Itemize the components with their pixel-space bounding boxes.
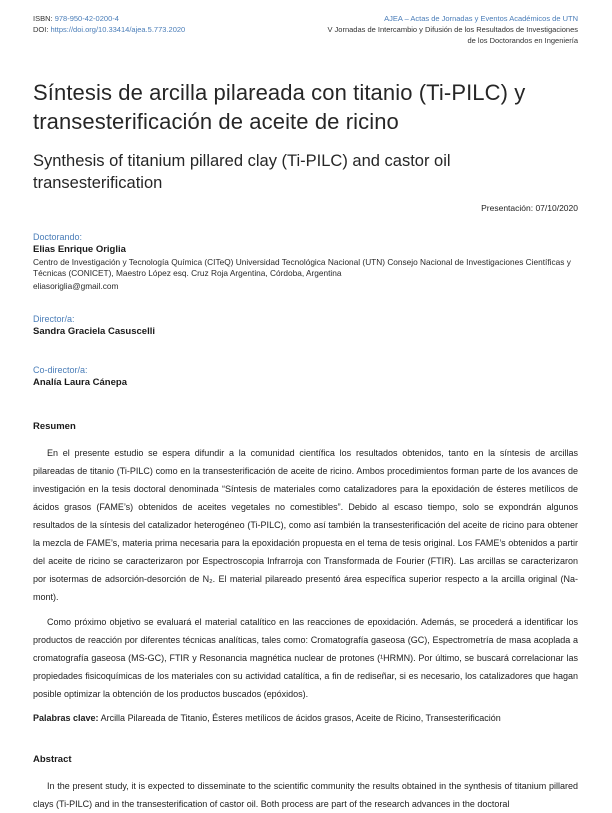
director-label: Director/a: xyxy=(33,313,75,324)
doctorando-label: Doctorando: xyxy=(33,231,83,242)
isbn-label: ISBN: xyxy=(33,14,53,23)
header-proceedings xyxy=(327,14,578,47)
codirector-section xyxy=(33,365,578,388)
page-header xyxy=(33,14,578,47)
isbn-value[interactable]: 978-950-42-0200-4 xyxy=(54,14,119,23)
keywords-label: Palabras clave: xyxy=(33,712,99,723)
abstract-paragraph-1: In the present study, it is expected to disseminate to the scientific community the results obtained in the synthesis of titanium pillared clays (Ti-PILC) and in the transesterification of castor oil. Both process are part of the research advances in the doctoral xyxy=(33,780,578,809)
paper-title-spanish: Síntesis de arcilla pilareada con titanio (Ti-PILC) y transesterificación de aceite de ricino xyxy=(33,79,526,134)
doi-label: DOI: xyxy=(33,24,49,34)
doctorando-affiliation: Centro de Investigación y Tecnología Química (CITeQ) Universidad Tecnológica Nacional (UTN) Consejo Nacional de Investigaciones Científicas y Técnicas (CONICET), Maestro López esq. Cruz Roja Argentina, Córdoba, Argentina xyxy=(33,256,571,279)
ajea-series-link[interactable]: AJEA – Actas de Jornadas y Eventos Académicos de UTN xyxy=(384,14,578,23)
director-section xyxy=(33,314,578,337)
keywords-line xyxy=(33,710,578,726)
resumen-paragraph-2: Como próximo objetivo se evaluará el material catalítico en las reacciones de epoxidación. Además, se procederá a identificar los productos de reacción por diferentes técnicas analíticas, tales como: Cromatografía gaseosa (GC), Espectrometría de masa acoplada a cromatografía gaseosa (MS-GC), FTIR y Resonancia magnética nuclear de protones (¹HRMN). Por último, se buscará correlacionar las propiedades fisicoquímicas de los materiales con su actividad catalítica, a fin de rediseñar, si es necesario, los catalizadores que hagan posible optimizar la obtención de los productos buscados (epóxidos). xyxy=(33,616,578,699)
abstract-heading: Abstract xyxy=(33,753,72,765)
director-name: Sandra Graciela Casuscelli xyxy=(33,325,155,337)
doctorando-email: eliasoriglia@gmail.com xyxy=(33,280,119,291)
proceedings-line-3: de los Doctorandos en Ingeniería xyxy=(467,35,578,45)
paper-title-english: Synthesis of titanium pillared clay (Ti-PILC) and castor oil transesterification xyxy=(33,152,451,192)
presentation-date: Presentación: 07/10/2020 xyxy=(481,202,578,213)
doctorando-section xyxy=(33,232,578,291)
resumen-heading: Resumen xyxy=(33,420,76,432)
resumen-paragraph-1: En el presente estudio se espera difundir a la comunidad científica los resultados obtenidos, tanto en la síntesis de arcillas pilareadas de titanio (Ti-PILC) como en la transesterificación de aceite de ricino. Ambos procedimientos forman parte de los avances de investigación en la tesis doctoral denominada “Síntesis de materiales como catalizadores para la epoxidación de ésteres metílicos de ácidos grasos (FAME’s) obtenidos de aceites vegetales no comestibles”. Debido al escaso tiempo, solo se expondrán algunos resultados de la síntesis del catalizador heterogéneo (Ti-PILC), como así también la transesterificación del aceite de ricino para obtener la mezcla de FAME’s, materia prima necesaria para la epoxidación propuesta en el tema de tesis original. Los FAME’s obtenidos a partir del aceite de ricino se caracterizaron por Espectroscopia Infrarroja con Transformada de Fourier (FTIR). Las arcillas se caracterizaron por isotermas de adsorción-desorción de N₂. El material pilareado presentó área específica superior respecto a la arcilla original (Na-mont). xyxy=(33,447,578,602)
doi-link[interactable]: https://doi.org/10.33414/ajea.5.773.2020 xyxy=(50,24,186,34)
codirector-name: Analía Laura Cánepa xyxy=(33,376,127,388)
codirector-label: Co-director/a: xyxy=(33,364,88,375)
isbn-line xyxy=(33,14,185,25)
doctorando-name: Elias Enrique Origlia xyxy=(33,243,126,255)
header-identifiers xyxy=(33,14,185,36)
keywords-value: Arcilla Pilareada de Titanio, Ésteres metílicos de ácidos grasos, Aceite de Ricino, Transesterificación xyxy=(100,712,501,723)
doi-line xyxy=(33,25,185,36)
proceedings-line-2: V Jornadas de Intercambio y Difusión de los Resultados de Investigaciones xyxy=(327,24,578,34)
